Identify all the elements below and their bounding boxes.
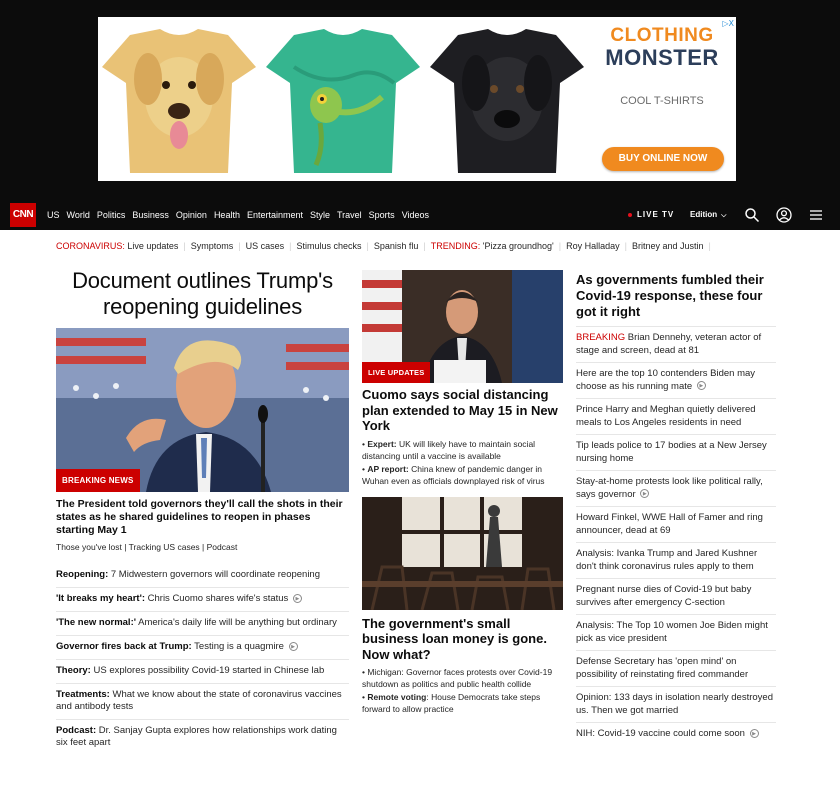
- trend-link[interactable]: Symptoms: [190, 241, 234, 251]
- list-item-label: Reopening:: [56, 569, 109, 580]
- list-item[interactable]: [576, 650, 776, 686]
- trump-photo-image: [56, 328, 349, 492]
- nav-link-entertainment[interactable]: Entertainment: [246, 210, 303, 220]
- ad-brand-panel: [588, 17, 736, 181]
- nav-link-us[interactable]: US: [47, 210, 60, 220]
- list-item-text: Dr. Sanjay Gupta explores how relationships work dating six feet apart: [56, 725, 337, 748]
- list-item-text: Stay-at-home protests look like political rally, says governor: [576, 476, 763, 500]
- headline-list: [576, 326, 776, 746]
- list-item[interactable]: [576, 542, 776, 578]
- list-item[interactable]: [576, 398, 776, 434]
- video-play-icon: ▶: [640, 489, 649, 498]
- video-play-icon: ▶: [289, 642, 298, 651]
- nav-link-opinion[interactable]: Opinion: [175, 210, 207, 220]
- list-item-text: Tip leads police to 17 bodies at a New Jersey nursing home: [576, 440, 767, 464]
- list-item[interactable]: [56, 564, 349, 588]
- nav-link-business[interactable]: Business: [132, 210, 169, 220]
- list-item-label: Theory:: [56, 665, 91, 676]
- list-item-text: Defense Secretary has 'open mind' on possibility of reinstating fired commander: [576, 656, 749, 680]
- right-story-column: [576, 272, 776, 746]
- list-item[interactable]: [576, 614, 776, 650]
- list-item-text: Analysis: Ivanka Trump and Jared Kushner don't think coronavirus rules apply to them: [576, 548, 758, 572]
- nav-links: [47, 200, 436, 230]
- nav-link-travel[interactable]: Travel: [337, 210, 362, 220]
- video-play-icon: ▶: [750, 729, 759, 738]
- menu-icon[interactable]: [808, 207, 824, 223]
- list-item[interactable]: [576, 722, 776, 746]
- edition-dropdown[interactable]: [690, 200, 726, 231]
- nav-link-videos[interactable]: Videos: [401, 210, 430, 220]
- list-item[interactable]: [56, 612, 349, 636]
- ad-creative[interactable]: [98, 17, 736, 181]
- live-tv-label: LIVE TV: [637, 210, 675, 219]
- list-item-text: NIH: Covid-19 vaccine could come soon: [576, 728, 745, 739]
- trend-link[interactable]: US cases: [245, 241, 285, 251]
- story-headline[interactable]: Cuomo says social distancing plan extended to May 15 in New York: [362, 387, 558, 433]
- story-bullets: [362, 666, 563, 715]
- story-bullets: [362, 438, 563, 487]
- live-updates-badge: LIVE UPDATES: [362, 362, 430, 383]
- middle-story-column: [362, 270, 563, 716]
- list-item-text: Howard Finkel, WWE Hall of Famer and ring announcer, dead at 69: [576, 512, 763, 536]
- buy-online-button[interactable]: BUY ONLINE NOW: [602, 147, 724, 171]
- coronavirus-label: CORONAVIRUS:: [56, 241, 125, 251]
- nav-link-style[interactable]: Style: [309, 210, 330, 220]
- bullet-text: Michigan: Governor faces protests over Covid-19 shutdown as politics and public health collide: [362, 667, 553, 689]
- video-play-icon: ▶: [697, 381, 706, 390]
- list-item[interactable]: [576, 362, 776, 398]
- bullet-label: AP report:: [367, 463, 409, 474]
- lead-headline[interactable]: Document outlines Trump's reopening guidelines: [72, 268, 333, 319]
- list-item-text: What we know about the state of coronavirus vaccines and antibody tests: [56, 689, 342, 712]
- list-item[interactable]: [576, 470, 776, 506]
- list-item-text: Opinion: 133 days in isolation nearly destroyed us. Then we got married: [576, 692, 773, 716]
- empty-restaurant-photo-image: [362, 497, 563, 610]
- list-item-text: Testing is a quagmire: [191, 641, 284, 652]
- nav-link-health[interactable]: Health: [213, 210, 240, 220]
- lead-sublinks[interactable]: Those you've lost | Tracking US cases | Podcast: [56, 542, 238, 552]
- yellow-dog-tshirt-image: [100, 27, 258, 175]
- top-navigation: [0, 200, 840, 230]
- ad-tagline: COOL T-SHIRTS: [620, 95, 704, 107]
- list-item[interactable]: [576, 434, 776, 470]
- list-item-label: Governor fires back at Trump:: [56, 641, 192, 652]
- trend-link[interactable]: Britney and Justin: [631, 241, 704, 251]
- list-item-label: Podcast:: [56, 725, 97, 736]
- search-icon[interactable]: [744, 207, 760, 223]
- edition-label: Edition: [690, 210, 718, 219]
- list-item[interactable]: [56, 660, 349, 684]
- lead-summary[interactable]: The President told governors they'll call the shots in their states as he shared guidelines to reopen in phases starting May 1: [56, 498, 343, 536]
- list-item[interactable]: [576, 326, 776, 362]
- trending-bar: CORONAVIRUS: Live updates | Symptoms | US cases | Stimulus checks | Spanish flu | TRENDING: 'Pizza groundhog' | Roy Halladay | Britney and Justin |: [56, 241, 716, 257]
- list-item[interactable]: [56, 720, 349, 755]
- bullet-item[interactable]: • Michigan: Governor faces protests over Covid-19 shutdown as politics and public health collide: [362, 667, 553, 689]
- bullet-item[interactable]: • Expert: UK will likely have to maintain social distancing until a vaccine is available: [362, 438, 536, 461]
- chevron-down-icon: ⌵: [721, 212, 727, 219]
- list-item[interactable]: [56, 636, 349, 660]
- ad-brand-line1: CLOTHING: [610, 25, 714, 46]
- list-item-text: Pregnant nurse dies of Covid-19 but baby survives after emergency C-section: [576, 584, 752, 608]
- list-item[interactable]: [56, 588, 349, 612]
- green-lizard-tshirt-image: [264, 27, 422, 175]
- lead-related-list: [56, 564, 349, 755]
- live-tv-link[interactable]: [628, 200, 674, 230]
- video-play-icon: ▶: [293, 594, 302, 603]
- trending-label: TRENDING:: [430, 241, 481, 251]
- list-item-text: Brian Dennehy, veteran actor of stage and screen, dead at 81: [576, 332, 762, 356]
- list-item-label: 'The new normal:': [56, 617, 136, 628]
- list-item-label: Treatments:: [56, 689, 110, 700]
- trend-link[interactable]: Spanish flu: [373, 241, 419, 251]
- list-item-text: America's daily life will be anything but ordinary: [136, 617, 337, 628]
- bullet-text: China knew of pandemic danger in Wuhan even as officials downplayed risk of virus: [362, 463, 545, 486]
- list-item[interactable]: [576, 578, 776, 614]
- list-item-text: Prince Harry and Meghan quietly delivered meals to Los Angeles residents in need: [576, 404, 756, 428]
- live-dot-icon: [628, 213, 632, 217]
- bullet-label: Expert:: [367, 438, 397, 449]
- restaurant-photo[interactable]: [362, 497, 563, 610]
- cuomo-photo[interactable]: [362, 270, 563, 383]
- breaking-label: BREAKING: [576, 332, 626, 343]
- cnn-logo[interactable]: CNN: [10, 203, 36, 227]
- trend-link[interactable]: Stimulus checks: [296, 241, 362, 251]
- ad-brand-line2: MONSTER: [605, 45, 719, 70]
- list-item-text: Here are the top 10 contenders Biden may choose as his running mate: [576, 368, 756, 392]
- list-item[interactable]: [56, 684, 349, 720]
- bullet-text: : House Democrats take steps forward to allow practice: [362, 692, 541, 714]
- story-headline[interactable]: The government's small business loan money is gone. Now what?: [362, 615, 547, 662]
- nav-link-politics[interactable]: Politics: [96, 210, 126, 220]
- list-item-text: Analysis: The Top 10 women Joe Biden might pick as vice president: [576, 620, 768, 644]
- list-item[interactable]: [576, 686, 776, 722]
- nav-link-world[interactable]: World: [66, 210, 90, 220]
- list-item-label: 'It breaks my heart':: [56, 593, 145, 604]
- advertisement-banner[interactable]: [0, 0, 840, 200]
- adchoices-icon[interactable]: ▷X: [722, 19, 734, 28]
- bullet-item[interactable]: • Remote voting: House Democrats take steps forward to allow practice: [362, 692, 541, 714]
- list-item-text: 7 Midwestern governors will coordinate reopening: [108, 569, 321, 580]
- list-item-text: US explores possibility Covid-19 started in Chinese lab: [90, 665, 325, 676]
- trend-link[interactable]: Roy Halladay: [566, 241, 620, 251]
- trend-link[interactable]: 'Pizza groundhog': [482, 241, 554, 251]
- list-item-text: Chris Cuomo shares wife's status: [145, 593, 289, 604]
- account-icon[interactable]: [776, 207, 792, 223]
- column-headline[interactable]: As governments fumbled their Covid-19 response, these four got it right: [576, 272, 764, 319]
- bullet-label: Remote voting: [367, 692, 427, 702]
- nav-link-sports[interactable]: Sports: [368, 210, 395, 220]
- trump-photo[interactable]: [56, 328, 349, 492]
- list-item[interactable]: [576, 506, 776, 542]
- bullet-item[interactable]: • AP report: China knew of pandemic danger in Wuhan even as officials downplayed risk of virus: [362, 463, 545, 486]
- breaking-news-badge: BREAKING NEWS: [56, 469, 140, 492]
- black-dog-tshirt-image: [428, 27, 586, 175]
- lead-story-column: [56, 268, 349, 755]
- bullet-text: UK will likely have to maintain social distancing until a vaccine is available: [362, 438, 536, 461]
- trend-link[interactable]: Live updates: [127, 241, 179, 251]
